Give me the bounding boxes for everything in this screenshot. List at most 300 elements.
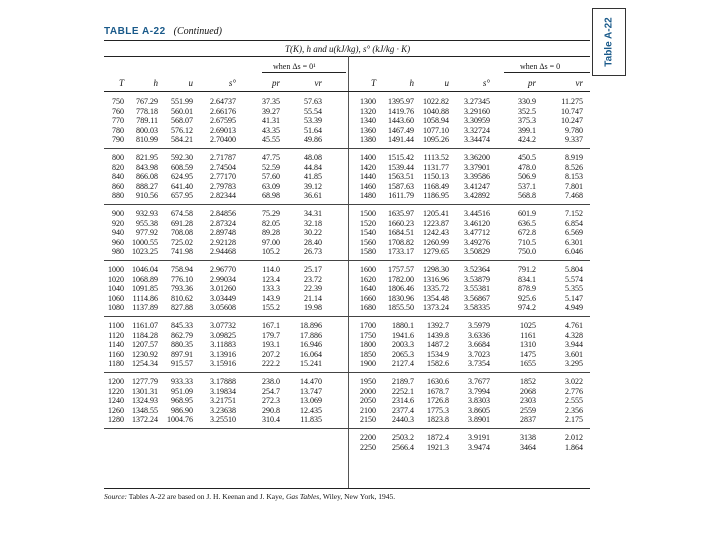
cell-t: 1460 bbox=[360, 181, 376, 191]
cell-u: 1582.6 bbox=[427, 359, 449, 369]
cell-t: 2200 bbox=[360, 433, 376, 442]
cell-s0: 2.89748 bbox=[210, 228, 236, 238]
cell-vr: 10.747 bbox=[561, 106, 583, 116]
header-h-right: h bbox=[409, 78, 414, 88]
cell-s0: 3.36200 bbox=[464, 153, 490, 162]
cell-u: 1022.82 bbox=[423, 97, 449, 106]
cell-s0: 3.52364 bbox=[464, 265, 490, 274]
cell-t: 1680 bbox=[360, 303, 376, 313]
cell-h: 821.95 bbox=[136, 153, 158, 162]
cell-h: 2003.3 bbox=[392, 340, 414, 350]
cell-vr: 16.064 bbox=[300, 349, 322, 359]
cell-pr: 330.9 bbox=[518, 97, 536, 106]
cell-s0: 2.74504 bbox=[210, 162, 236, 172]
cell-u: 776.10 bbox=[171, 274, 193, 284]
cell-pr: 238.0 bbox=[262, 377, 280, 386]
cell-s0: 3.29160 bbox=[464, 106, 490, 116]
cell-t: 1520 bbox=[360, 218, 376, 228]
cell-u: 584.21 bbox=[171, 135, 193, 145]
cell-h: 1207.57 bbox=[132, 340, 158, 350]
cell-h: 1372.24 bbox=[132, 415, 158, 425]
cell-vr: 36.61 bbox=[304, 191, 322, 201]
cell-vr: 8.919 bbox=[565, 153, 583, 162]
cell-u: 1678.7 bbox=[427, 386, 449, 396]
cell-pr: 114.0 bbox=[262, 265, 280, 274]
cell-vr: 55.54 bbox=[304, 106, 322, 116]
cell-pr: 974.2 bbox=[518, 303, 536, 313]
cell-pr: 1025 bbox=[520, 321, 536, 330]
header-h-left: h bbox=[153, 78, 158, 88]
cell-h: 1611.79 bbox=[388, 191, 414, 201]
cell-pr: 2837 bbox=[520, 415, 536, 425]
group-rule bbox=[104, 148, 590, 149]
when-right: when Δs = 0 bbox=[520, 62, 561, 71]
cell-t: 1380 bbox=[360, 135, 376, 145]
cell-h: 1855.50 bbox=[388, 303, 414, 313]
cell-s0: 3.32724 bbox=[464, 125, 490, 135]
cell-vr: 2.175 bbox=[565, 415, 583, 425]
cell-s0: 3.6336 bbox=[468, 330, 490, 340]
cell-s0: 3.17888 bbox=[210, 377, 236, 386]
cell-pr: 179.7 bbox=[262, 330, 280, 340]
cell-s0: 3.49276 bbox=[464, 237, 490, 247]
cell-vr: 2.012 bbox=[565, 433, 583, 442]
cell-s0: 2.66176 bbox=[210, 106, 236, 116]
table-title bbox=[104, 26, 222, 37]
cell-u: 1534.9 bbox=[427, 349, 449, 359]
cell-s0: 2.77170 bbox=[210, 172, 236, 182]
cell-t: 1420 bbox=[360, 162, 376, 172]
cell-s0: 3.8303 bbox=[468, 396, 490, 406]
cell-vr: 2.776 bbox=[565, 386, 583, 396]
cell-u: 1775.3 bbox=[427, 405, 449, 415]
cell-u: 691.28 bbox=[171, 218, 193, 228]
source-text-pre: Tables A-22 are based on J. H. Keenan and J. Kaye, bbox=[128, 492, 285, 501]
cell-h: 800.03 bbox=[136, 125, 158, 135]
cell-pr: 878.9 bbox=[518, 284, 536, 294]
cell-pr: 3138 bbox=[520, 433, 536, 442]
cell-t: 880 bbox=[112, 191, 124, 201]
cell-h: 767.29 bbox=[136, 97, 158, 106]
cell-pr: 537.1 bbox=[518, 181, 536, 191]
cell-pr: 1161 bbox=[520, 330, 536, 340]
header-t-left: T bbox=[118, 78, 124, 88]
cell-u: 708.08 bbox=[171, 228, 193, 238]
cell-t: 1900 bbox=[360, 359, 376, 369]
cell-s0: 3.53879 bbox=[464, 274, 490, 284]
cell-vr: 6.854 bbox=[565, 218, 583, 228]
cell-h: 1757.57 bbox=[388, 265, 414, 274]
cell-t: 840 bbox=[112, 172, 124, 182]
cell-h: 2189.7 bbox=[392, 377, 414, 386]
cell-vr: 3.601 bbox=[565, 349, 583, 359]
cell-pr: 222.2 bbox=[262, 359, 280, 369]
cell-h: 1635.97 bbox=[388, 209, 414, 218]
cell-t: 1200 bbox=[108, 377, 124, 386]
cell-t: 1560 bbox=[360, 237, 376, 247]
cell-u: 1150.13 bbox=[423, 172, 449, 182]
cell-u: 1726.8 bbox=[427, 396, 449, 406]
cell-s0: 2.96770 bbox=[210, 265, 236, 274]
cell-s0: 3.07732 bbox=[210, 321, 236, 330]
cell-t: 900 bbox=[112, 209, 124, 218]
cell-pr: 272.3 bbox=[262, 396, 280, 406]
cell-t: 1620 bbox=[360, 274, 376, 284]
cell-s0: 3.9191 bbox=[468, 433, 490, 442]
cell-s0: 3.47712 bbox=[464, 228, 490, 238]
cell-s0: 3.7023 bbox=[468, 349, 490, 359]
cell-pr: 925.6 bbox=[518, 293, 536, 303]
cell-t: 1000 bbox=[108, 265, 124, 274]
group-rule bbox=[104, 428, 590, 429]
cell-s0: 2.69013 bbox=[210, 125, 236, 135]
cell-s0: 3.39586 bbox=[464, 172, 490, 182]
cell-s0: 3.58335 bbox=[464, 303, 490, 313]
cell-s0: 3.19834 bbox=[210, 386, 236, 396]
cell-s0: 3.21751 bbox=[210, 396, 236, 406]
cell-h: 1277.79 bbox=[132, 377, 158, 386]
side-tab bbox=[592, 8, 626, 76]
cell-t: 980 bbox=[112, 247, 124, 257]
cell-vr: 7.801 bbox=[565, 181, 583, 191]
group-rule bbox=[104, 372, 590, 373]
cell-h: 1114.86 bbox=[132, 293, 158, 303]
cell-vr: 2.555 bbox=[565, 396, 583, 406]
cell-pr: 75.29 bbox=[262, 209, 280, 218]
cell-s0: 3.03449 bbox=[210, 293, 236, 303]
cell-pr: 710.5 bbox=[518, 237, 536, 247]
cell-vr: 5.355 bbox=[565, 284, 583, 294]
cell-h: 1254.34 bbox=[132, 359, 158, 369]
cell-h: 1684.51 bbox=[388, 228, 414, 238]
cell-h: 1708.82 bbox=[388, 237, 414, 247]
cell-h: 977.92 bbox=[136, 228, 158, 238]
cell-h: 2566.4 bbox=[392, 442, 414, 452]
when-left-rule bbox=[262, 72, 346, 73]
header-s0-right: s° bbox=[482, 78, 490, 88]
top-rule bbox=[104, 40, 590, 41]
cell-h: 1091.85 bbox=[132, 284, 158, 294]
cell-t: 1750 bbox=[360, 330, 376, 340]
cell-u: 1223.87 bbox=[423, 218, 449, 228]
cell-u: 1373.24 bbox=[423, 303, 449, 313]
cell-s0: 3.25510 bbox=[210, 415, 236, 425]
cell-s0: 3.13916 bbox=[210, 349, 236, 359]
cell-u: 1354.48 bbox=[423, 293, 449, 303]
cell-pr: 45.55 bbox=[262, 135, 280, 145]
cell-s0: 2.67595 bbox=[210, 116, 236, 126]
cell-t: 1100 bbox=[108, 321, 124, 330]
cell-vr: 6.046 bbox=[565, 247, 583, 257]
cell-vr: 39.12 bbox=[304, 181, 322, 191]
cell-vr: 11.835 bbox=[300, 415, 322, 425]
cell-vr: 3.295 bbox=[565, 359, 583, 369]
cell-u: 1335.72 bbox=[423, 284, 449, 294]
cell-u: 897.91 bbox=[171, 349, 193, 359]
cell-vr: 11.275 bbox=[561, 97, 583, 106]
cell-t: 1300 bbox=[360, 97, 376, 106]
cell-t: 1120 bbox=[108, 330, 124, 340]
cell-vr: 49.86 bbox=[304, 135, 322, 145]
cell-t: 1660 bbox=[360, 293, 376, 303]
bottom-rule bbox=[104, 488, 590, 489]
cell-t: 1060 bbox=[108, 293, 124, 303]
cell-u: 741.98 bbox=[171, 247, 193, 257]
cell-t: 820 bbox=[112, 162, 124, 172]
cell-t: 1040 bbox=[108, 284, 124, 294]
cell-h: 843.98 bbox=[136, 162, 158, 172]
cell-t: 1360 bbox=[360, 125, 376, 135]
cell-t: 1340 bbox=[360, 116, 376, 126]
header-vr-left: vr bbox=[314, 78, 322, 88]
cell-vr: 5.147 bbox=[565, 293, 583, 303]
cell-vr: 13.069 bbox=[300, 396, 322, 406]
cell-t: 1950 bbox=[360, 377, 376, 386]
cell-h: 1137.89 bbox=[132, 303, 158, 313]
cell-vr: 41.85 bbox=[304, 172, 322, 182]
cell-h: 1046.04 bbox=[132, 265, 158, 274]
cell-pr: 375.3 bbox=[518, 116, 536, 126]
cell-vr: 4.761 bbox=[565, 321, 583, 330]
cell-s0: 3.6684 bbox=[468, 340, 490, 350]
cell-h: 2065.3 bbox=[392, 349, 414, 359]
cell-pr: 791.2 bbox=[518, 265, 536, 274]
cell-t: 1140 bbox=[108, 340, 124, 350]
cell-pr: 123.4 bbox=[262, 274, 280, 284]
header-u-right: u bbox=[444, 78, 449, 88]
cell-h: 2503.2 bbox=[392, 433, 414, 442]
header-rule bbox=[104, 91, 590, 92]
header-pr-right: pr bbox=[527, 78, 536, 88]
cell-pr: 506.9 bbox=[518, 172, 536, 182]
cell-s0: 3.7677 bbox=[468, 377, 490, 386]
header-s0-left: s° bbox=[228, 78, 236, 88]
cell-vr: 34.31 bbox=[304, 209, 322, 218]
cell-h: 1161.07 bbox=[132, 321, 158, 330]
cell-u: 1095.26 bbox=[423, 135, 449, 145]
cell-u: 810.62 bbox=[171, 293, 193, 303]
cell-h: 1467.49 bbox=[388, 125, 414, 135]
cell-s0: 3.42892 bbox=[464, 191, 490, 201]
cell-u: 576.12 bbox=[171, 125, 193, 135]
continued-label: (Continued) bbox=[173, 26, 222, 37]
cell-t: 1700 bbox=[360, 321, 376, 330]
cell-u: 1205.41 bbox=[423, 209, 449, 218]
cell-t: 2000 bbox=[360, 386, 376, 396]
cell-h: 1443.60 bbox=[388, 116, 414, 126]
cell-u: 674.58 bbox=[171, 209, 193, 218]
cell-s0: 3.50829 bbox=[464, 247, 490, 257]
cell-pr: 68.98 bbox=[262, 191, 280, 201]
cell-s0: 3.7354 bbox=[468, 359, 490, 369]
cell-vr: 4.328 bbox=[565, 330, 583, 340]
cell-pr: 63.09 bbox=[262, 181, 280, 191]
cell-s0: 3.15916 bbox=[210, 359, 236, 369]
cell-t: 940 bbox=[112, 228, 124, 238]
cell-s0: 2.92128 bbox=[210, 237, 236, 247]
source-label: Source: bbox=[104, 492, 128, 501]
cell-s0: 3.37901 bbox=[464, 162, 490, 172]
cell-t: 760 bbox=[112, 106, 124, 116]
cell-t: 790 bbox=[112, 135, 124, 145]
cell-pr: 52.59 bbox=[262, 162, 280, 172]
cell-u: 560.01 bbox=[171, 106, 193, 116]
source-book-title: Gas Tables bbox=[285, 492, 320, 501]
cell-h: 2127.4 bbox=[392, 359, 414, 369]
cell-s0: 3.55381 bbox=[464, 284, 490, 294]
cell-s0: 3.7994 bbox=[468, 386, 490, 396]
cell-u: 1077.10 bbox=[423, 125, 449, 135]
cell-pr: 2303 bbox=[520, 396, 536, 406]
cell-pr: 105.2 bbox=[262, 247, 280, 257]
cell-pr: 207.2 bbox=[262, 349, 280, 359]
cell-vr: 23.72 bbox=[304, 274, 322, 284]
cell-h: 1230.92 bbox=[132, 349, 158, 359]
cell-u: 641.40 bbox=[171, 181, 193, 191]
cell-pr: 1852 bbox=[520, 377, 536, 386]
cell-u: 1316.96 bbox=[423, 274, 449, 284]
cell-pr: 310.4 bbox=[262, 415, 280, 425]
group-rule bbox=[104, 204, 590, 205]
super-header: T(K), h and u(kJ/kg), s° (kJ/kg · K) bbox=[285, 44, 411, 54]
cell-pr: 47.75 bbox=[262, 153, 280, 162]
cell-s0: 3.34474 bbox=[464, 135, 490, 145]
cell-s0: 3.01260 bbox=[210, 284, 236, 294]
cell-vr: 17.886 bbox=[300, 330, 322, 340]
cell-vr: 8.153 bbox=[565, 172, 583, 182]
cell-vr: 6.569 bbox=[565, 228, 583, 238]
cell-h: 2252.1 bbox=[392, 386, 414, 396]
header-vr-right: vr bbox=[575, 78, 583, 88]
cell-pr: 399.1 bbox=[518, 125, 536, 135]
cell-t: 1280 bbox=[108, 415, 124, 425]
cell-pr: 750.0 bbox=[518, 247, 536, 257]
cell-vr: 1.864 bbox=[565, 442, 583, 452]
cell-vr: 22.39 bbox=[304, 284, 322, 294]
cell-s0: 3.8901 bbox=[468, 415, 490, 425]
source-note bbox=[104, 492, 395, 501]
cell-pr: 89.28 bbox=[262, 228, 280, 238]
cell-t: 1500 bbox=[360, 209, 376, 218]
cell-pr: 1655 bbox=[520, 359, 536, 369]
cell-pr: 133.3 bbox=[262, 284, 280, 294]
cell-h: 866.08 bbox=[136, 172, 158, 182]
cell-h: 1324.93 bbox=[132, 396, 158, 406]
cell-vr: 3.944 bbox=[565, 340, 583, 350]
cell-u: 1113.52 bbox=[423, 153, 449, 162]
cell-vr: 28.40 bbox=[304, 237, 322, 247]
cell-h: 1563.51 bbox=[388, 172, 414, 182]
cell-t: 2100 bbox=[360, 405, 376, 415]
cell-h: 1587.63 bbox=[388, 181, 414, 191]
cell-u: 1186.95 bbox=[423, 191, 449, 201]
cell-h: 1830.96 bbox=[388, 293, 414, 303]
cell-pr: 143.9 bbox=[262, 293, 280, 303]
cell-pr: 2068 bbox=[520, 386, 536, 396]
cell-vr: 10.247 bbox=[561, 116, 583, 126]
cell-u: 657.95 bbox=[171, 191, 193, 201]
cell-pr: 39.27 bbox=[262, 106, 280, 116]
cell-t: 1580 bbox=[360, 247, 376, 257]
super-header-rule bbox=[104, 56, 590, 57]
cell-vr: 26.73 bbox=[304, 247, 322, 257]
cell-t: 1080 bbox=[108, 303, 124, 313]
cell-pr: 43.35 bbox=[262, 125, 280, 135]
cell-t: 1220 bbox=[108, 386, 124, 396]
cell-vr: 18.896 bbox=[300, 321, 322, 330]
cell-u: 1298.30 bbox=[423, 265, 449, 274]
cell-vr: 3.022 bbox=[565, 377, 583, 386]
cell-vr: 30.22 bbox=[304, 228, 322, 238]
cell-u: 793.36 bbox=[171, 284, 193, 294]
cell-vr: 44.84 bbox=[304, 162, 322, 172]
cell-u: 568.07 bbox=[171, 116, 193, 126]
cell-u: 624.95 bbox=[171, 172, 193, 182]
cell-s0: 3.23638 bbox=[210, 405, 236, 415]
cell-t: 750 bbox=[112, 97, 124, 106]
cell-s0: 2.82344 bbox=[210, 191, 236, 201]
cell-s0: 2.70400 bbox=[210, 135, 236, 145]
cell-vr: 6.301 bbox=[565, 237, 583, 247]
cell-vr: 12.435 bbox=[300, 405, 322, 415]
cell-u: 1242.43 bbox=[423, 228, 449, 238]
cell-t: 920 bbox=[112, 218, 124, 228]
cell-u: 592.30 bbox=[171, 153, 193, 162]
cell-u: 845.33 bbox=[171, 321, 193, 330]
cell-u: 1004.76 bbox=[167, 415, 193, 425]
cell-u: 758.94 bbox=[171, 265, 193, 274]
cell-u: 1392.7 bbox=[427, 321, 449, 330]
cell-vr: 15.241 bbox=[300, 359, 322, 369]
cell-t: 800 bbox=[112, 153, 124, 162]
cell-t: 1850 bbox=[360, 349, 376, 359]
cell-s0: 3.41247 bbox=[464, 181, 490, 191]
cell-h: 910.56 bbox=[136, 191, 158, 201]
cell-h: 2440.3 bbox=[392, 415, 414, 425]
cell-pr: 450.5 bbox=[518, 153, 536, 162]
cell-s0: 2.64737 bbox=[210, 97, 236, 106]
cell-s0: 3.9474 bbox=[468, 442, 490, 452]
cell-h: 1023.25 bbox=[132, 247, 158, 257]
cell-u: 725.02 bbox=[171, 237, 193, 247]
cell-h: 932.93 bbox=[136, 209, 158, 218]
cell-t: 1800 bbox=[360, 340, 376, 350]
cell-pr: 2559 bbox=[520, 405, 536, 415]
cell-h: 1880.1 bbox=[392, 321, 414, 330]
cell-u: 915.57 bbox=[171, 359, 193, 369]
cell-s0: 2.84856 bbox=[210, 209, 236, 218]
cell-s0: 3.09825 bbox=[210, 330, 236, 340]
cell-u: 1439.8 bbox=[427, 330, 449, 340]
cell-pr: 478.0 bbox=[518, 162, 536, 172]
cell-s0: 3.30959 bbox=[464, 116, 490, 126]
cell-vr: 14.470 bbox=[300, 377, 322, 386]
cell-vr: 57.63 bbox=[304, 97, 322, 106]
cell-t: 1540 bbox=[360, 228, 376, 238]
cell-vr: 51.64 bbox=[304, 125, 322, 135]
cell-t: 1240 bbox=[108, 396, 124, 406]
cell-t: 1320 bbox=[360, 106, 376, 116]
cell-u: 1279.65 bbox=[423, 247, 449, 257]
cell-vr: 32.18 bbox=[304, 218, 322, 228]
cell-s0: 3.27345 bbox=[464, 97, 490, 106]
cell-u: 880.35 bbox=[171, 340, 193, 350]
cell-s0: 3.5979 bbox=[468, 321, 490, 330]
cell-pr: 193.1 bbox=[262, 340, 280, 350]
cell-u: 551.99 bbox=[171, 97, 193, 106]
cell-t: 1260 bbox=[108, 405, 124, 415]
cell-vr: 7.152 bbox=[565, 209, 583, 218]
